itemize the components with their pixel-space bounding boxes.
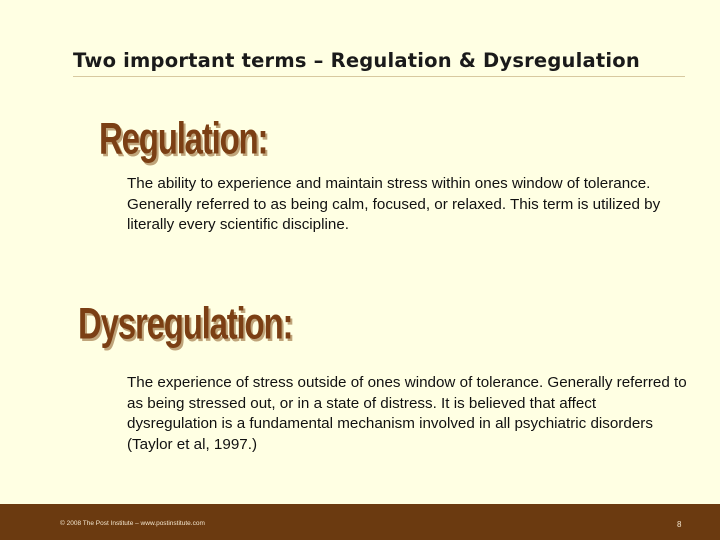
dysregulation-definition: The experience of stress outside of ones window of tolerance. Generally referred to as being stressed out, or in a state of distress. It is believed that affect dysregulation is a fundamental mechanism involved in all psychiatric disorders (Taylor et al, 1997.) — [127, 374, 687, 453]
slide-title: Two important terms – Regulation & Dysregulation — [73, 49, 640, 72]
footer-copyright: © 2008 The Post Institute – www.postinstitute.com — [60, 520, 205, 527]
regulation-heading: Regulation: — [99, 113, 268, 163]
page-number: 8 — [677, 520, 682, 529]
footer-bar — [0, 504, 720, 540]
dysregulation-heading: Dysregulation: — [78, 298, 293, 348]
title-divider — [73, 76, 685, 77]
regulation-definition: The ability to experience and maintain stress within ones window of tolerance. Generally referred to as being calm, focused, or relaxed. This term is utilized by literally every scientific discipline. — [127, 175, 661, 233]
